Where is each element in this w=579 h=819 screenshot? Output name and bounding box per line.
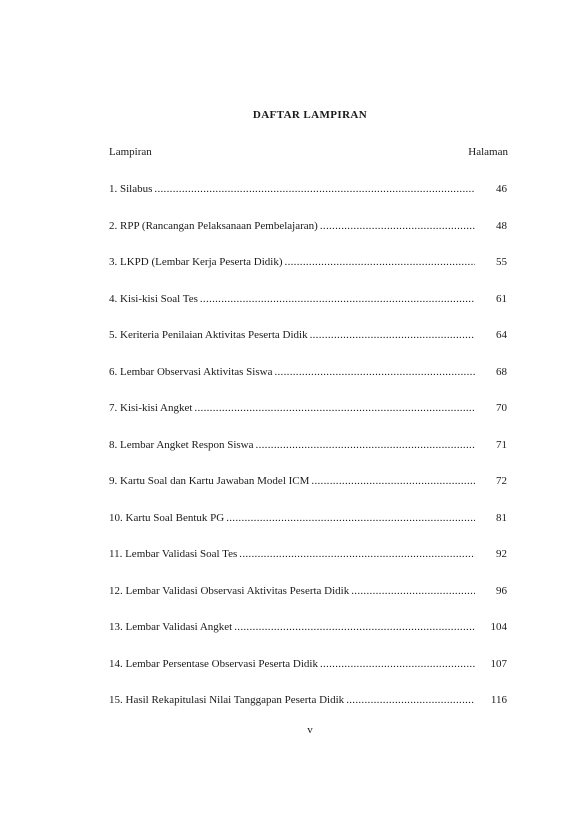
entry-page-number: 71 [496,438,507,451]
entry-page-number: 70 [496,402,507,414]
entry-label: 14. Lembar Persentase Observasi Peserta Didik [109,657,318,670]
dot-leader [320,219,475,233]
list-item [109,219,507,256]
dot-leader [346,693,475,707]
entry-page-number: 107 [490,657,507,670]
list-item [109,474,507,511]
entry-label: 9. Kartu Soal dan Kartu Jawaban Model ICM [109,475,310,487]
entry-label: 5. Keriteria Penilaian Aktivitas Peserta Didik [109,329,308,341]
entry-page-number: 96 [496,584,507,597]
entry-page-number: 81 [496,511,507,524]
entry-label: 12. Lembar Validasi Observasi Aktivitas Peserta Didik [109,584,350,597]
entry-label: 3. LKPD (Lembar Kerja Peserta Didik) [109,256,283,268]
dot-leader [200,292,475,306]
dot-leader [194,401,475,415]
entry-page-number: 48 [496,219,507,232]
entry-page-number: 64 [496,329,507,341]
dot-leader [351,584,475,598]
entry-label: 13. Lembar Validasi Angket [109,621,233,633]
list-item [109,401,507,438]
list-item [109,182,507,219]
entry-page-number: 68 [496,365,507,378]
entry-label: 10. Kartu Soal Bentuk PG [109,511,225,524]
entry-page-number: 46 [496,183,507,195]
dot-leader [311,474,475,488]
entry-label: 11. Lembar Validasi Soal Tes [109,548,238,560]
dot-leader [226,511,475,525]
entry-label: 7. Kisi-kisi Angket [109,402,193,414]
list-item [109,365,507,402]
entry-label: 8. Lembar Angket Respon Siswa [109,438,254,451]
entry-label: 4. Kisi-kisi Soal Tes [109,292,198,305]
list-item [109,657,507,694]
dot-leader [310,328,475,342]
column-header-halaman: Halaman [468,146,508,158]
entry-label: 15. Hasil Rekapitulasi Nilai Tanggapan Peserta Didik [109,694,345,706]
entry-label: 2. RPP (Rancangan Pelaksanaan Pembelajaran) [109,219,318,232]
column-header-lampiran: Lampiran [109,146,152,158]
entry-page-number: 72 [496,475,507,487]
dot-leader [320,657,475,671]
dot-leader [274,365,475,379]
page-title: DAFTAR LAMPIRAN [252,109,368,121]
dot-leader [234,620,475,634]
entry-label: 1. Silabus [109,183,153,195]
list-item [109,255,507,292]
entry-page-number: 61 [496,292,507,305]
column-header [109,146,508,158]
dot-leader [239,547,475,561]
list-item [109,547,507,584]
list-item [109,620,507,657]
dot-leader [285,255,475,269]
page-number-footer: v [307,724,313,736]
dot-leader [256,438,475,452]
entry-page-number: 116 [490,694,507,706]
list-item [109,292,507,329]
entry-page-number: 55 [496,256,507,268]
dot-leader [154,182,475,196]
appendix-list [109,182,507,730]
list-item [109,438,507,475]
entry-page-number: 104 [490,621,507,633]
entry-label: 6. Lembar Observasi Aktivitas Siswa [109,365,273,378]
list-item [109,584,507,621]
list-item [109,328,507,365]
entry-page-number: 92 [496,548,507,560]
list-item [109,511,507,548]
